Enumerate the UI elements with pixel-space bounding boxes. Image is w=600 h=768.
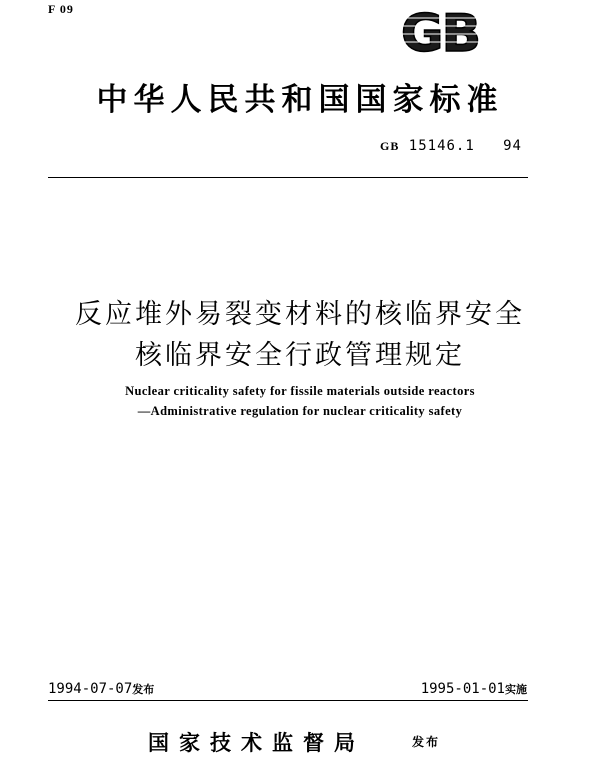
issuing-authority: 国家技术监督局 (148, 730, 365, 755)
issue-date (48, 681, 154, 697)
standard-number (380, 138, 522, 154)
standard-title: 中华人民共和国国家标准 (96, 82, 504, 118)
top-divider (48, 177, 528, 178)
document-title-cn-line1: 反应堆外易裂变材料的核临界安全 (75, 299, 525, 330)
issue-date-suffix: 发布 (132, 683, 155, 696)
issuing-authority-suffix: 发布 (412, 735, 441, 749)
implementation-date (421, 681, 527, 697)
bottom-divider (48, 700, 528, 701)
standard-number-value: 15146.1 94 (408, 138, 522, 154)
standard-number-prefix: GB (380, 139, 400, 153)
logo-text: GB (400, 4, 480, 60)
gb-logo (384, 4, 496, 60)
implementation-date-suffix: 实施 (505, 683, 527, 696)
document-title-en-line1: Nuclear criticality safety for fissile materials outside reactors (125, 384, 475, 398)
document-title-cn-line2: 核临界安全行政管理规定 (135, 340, 465, 371)
document-title-en-line2: —Administrative regulation for nuclear criticality safety (137, 404, 463, 418)
issue-date-value: 1994-07-07 (48, 681, 133, 697)
classification-code: F 09 (48, 2, 74, 16)
implementation-date-value: 1995-01-01 (420, 681, 505, 697)
